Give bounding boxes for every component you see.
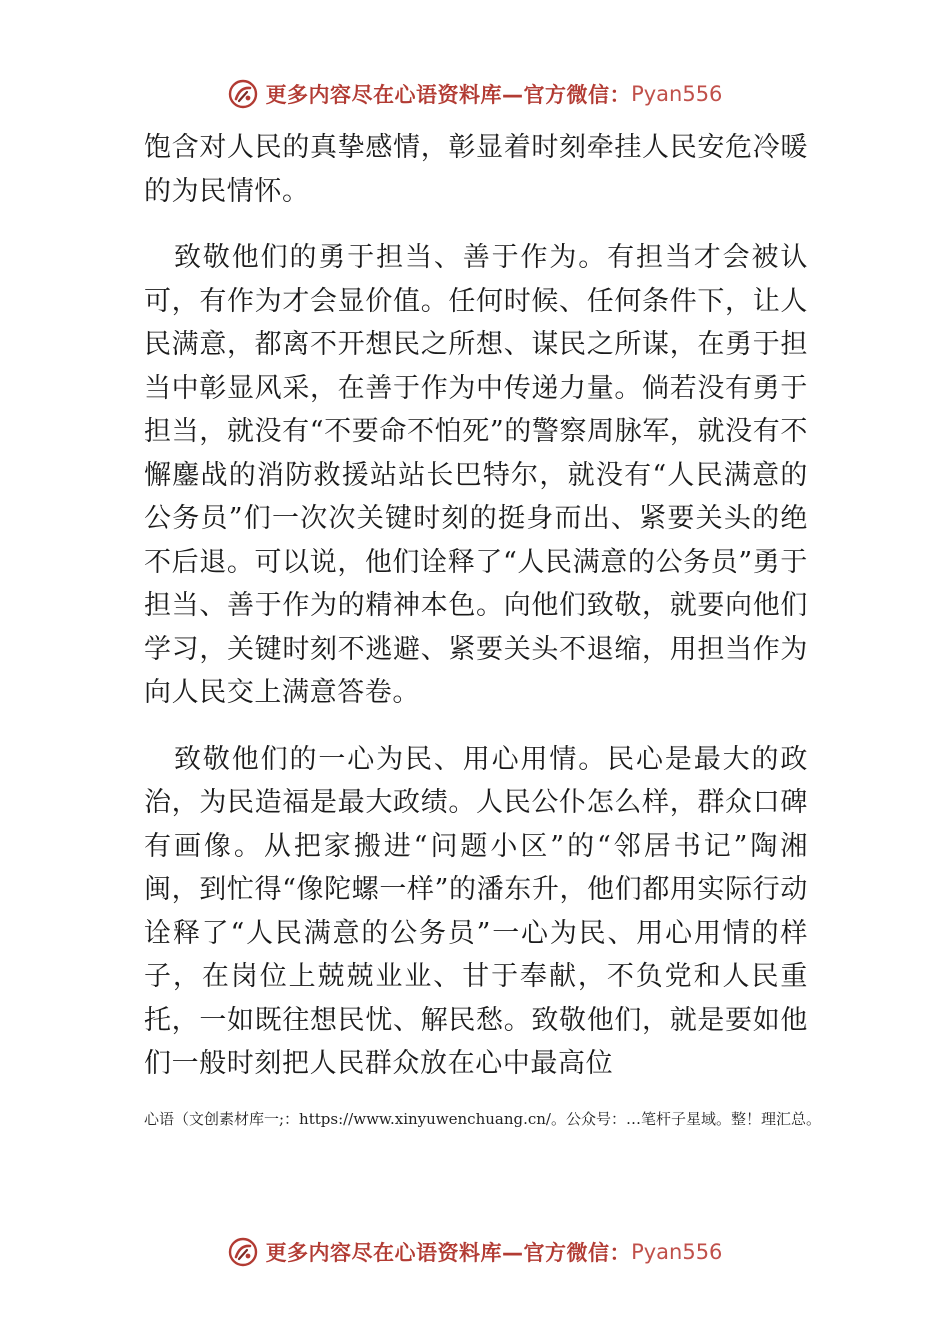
- header-banner: [0, 74, 950, 114]
- document-body: [144, 126, 808, 1086]
- paragraph-2: 致敬他们的勇于担当、善于作为。有担当才会被认可，有作为才会显价值。任何时候、任何条件下，让人民满意，都离不开想民之所想、谋民之所谋，在勇于担当中彰显风采，在善于作为中传递力量。倘若没有勇于担当，就没有“不要命不怕死”的警察周脉军，就没有不懈鏖战的消防救援站站长巴特尔，就没有“人民满意的公务员”们一次次关键时刻的挺身而出、紧要关头的绝不后退。可以说，他们诠释了“人民满意的公务员”勇于担当、善于作为的精神本色。向他们致敬，就要向他们学习，关键时刻不逃避、紧要关头不退缩，用担当作为向人民交上满意答卷。: [144, 242, 808, 708]
- header-brand-text: 更多内容尽在心语资料库—官方微信：: [265, 83, 632, 107]
- footer-banner: [0, 1232, 950, 1272]
- header-wechat-handle: Pyan556: [631, 82, 723, 106]
- source-footnote: 心语（文创素材库一;：https://www.xinyuwenchuang.cn/。公众号：…笔杆子星域。整！理汇总。: [144, 1110, 821, 1128]
- footer-brand-text: 更多内容尽在心语资料库—官方微信：: [265, 1241, 632, 1265]
- paragraph-3: 致敬他们的一心为民、用心用情。民心是最大的政治，为民造福是最大政绩。人民公仆怎么样，群众口碑有画像。从把家搬进“问题小区”的“邻居书记”陶湘闽，到忙得“像陀螺一样”的潘东升，他们都用实际行动诠释了“人民满意的公务员”一心为民、用心用情的样子，在岗位上兢兢业业、甘于奉献，不负党和人民重托，一如既往想民忧、解民愁。致敬他们，就是要如他们一般时刻把人民群众放在心中最高位: [144, 743, 808, 1079]
- seal-logo-icon: [228, 1237, 258, 1267]
- footer-wechat-handle: Pyan556: [631, 1240, 723, 1264]
- paragraph-1: 饱含对人民的真挚感情，彰显着时刻牵挂人民安危冷暖的为民情怀。: [144, 132, 808, 207]
- seal-logo-icon: [228, 79, 258, 109]
